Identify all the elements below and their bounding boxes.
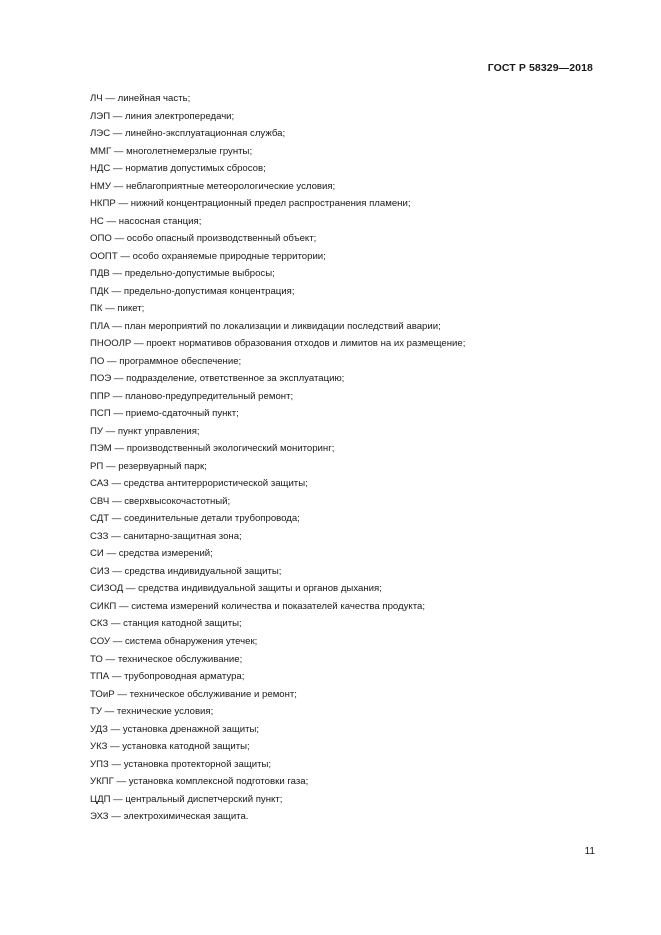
abbreviation-item: НМУ — неблагоприятные метеорологические условия; (90, 180, 336, 192)
document-header: ГОСТ Р 58329—2018 (487, 62, 593, 74)
abbreviation-item: ТОиР — техническое обслуживание и ремонт; (90, 688, 297, 700)
abbreviation-item: ППР — планово-предупредительный ремонт; (90, 390, 294, 402)
abbreviation-item: УПЗ — установка протекторной защиты; (90, 758, 272, 770)
abbreviation-item: ЛЭП — линия электропередачи; (90, 110, 235, 122)
abbreviation-item: ПНООЛР — проект нормативов образования отходов и лимитов на их размещение; (90, 338, 466, 350)
abbreviation-list (90, 90, 465, 826)
abbreviation-item: ПЛА — план мероприятий по локализации и ликвидации последствий аварии; (90, 320, 441, 332)
abbreviation-item: УДЗ — установка дренажной защиты; (90, 723, 260, 735)
abbreviation-item: ЛЧ — линейная часть; (90, 93, 191, 104)
abbreviation-item: НКПР — нижний концентрационный предел распространения пламени; (90, 198, 411, 210)
abbreviation-item: ПДК — предельно-допустимая концентрация; (90, 285, 295, 297)
abbreviation-item: ТУ — технические условия; (90, 706, 214, 718)
abbreviation-item: НС — насосная станция; (90, 215, 202, 227)
abbreviation-item: ЭХЗ — электрохимическая защита. (90, 811, 249, 823)
abbreviation-item: СИ — средства измерений; (90, 548, 213, 560)
abbreviation-item: ПОЭ — подразделение, ответственное за эксплуатацию; (90, 373, 345, 385)
abbreviation-item: ПСП — приемо-сдаточный пункт; (90, 408, 239, 420)
abbreviation-item: СИЗ — средства индивидуальной защиты; (90, 565, 282, 577)
abbreviation-item: ОПО — особо опасный производственный объект; (90, 233, 317, 245)
abbreviation-item: УКЗ — установка катодной защиты; (90, 741, 250, 753)
abbreviation-item: ММГ — многолетнемерзлые грунты; (90, 145, 253, 157)
abbreviation-item: ПК — пикет; (90, 303, 145, 315)
page-number: 11 (584, 846, 595, 857)
abbreviation-item: ПЭМ — производственный экологический мониторинг; (90, 443, 335, 455)
abbreviation-item: УКПГ — установка комплексной подготовки газа; (90, 776, 309, 788)
abbreviation-item: ТПА — трубопроводная арматура; (90, 671, 245, 683)
abbreviation-item: ПУ — пункт управления; (90, 425, 200, 437)
abbreviation-item: СВЧ — сверхвысокочастотный; (90, 495, 231, 507)
abbreviation-item: РП — резервуарный парк; (90, 460, 207, 472)
abbreviation-item: СИЗОД — средства индивидуальной защиты и органов дыхания; (90, 583, 382, 595)
abbreviation-item: СИКП — система измерений количества и показателей качества продукта; (90, 600, 426, 612)
abbreviation-item: ЛЭС — линейно-эксплуатационная служба; (90, 128, 286, 140)
abbreviation-item: ПО — программное обеспечение; (90, 355, 242, 367)
abbreviation-item: СОУ — система обнаружения утечек; (90, 635, 258, 647)
abbreviation-item: НДС — норматив допустимых сбросов; (90, 163, 266, 175)
abbreviation-item: ТО — техническое обслуживание; (90, 653, 243, 665)
abbreviation-item: СКЗ — станция катодной защиты; (90, 618, 242, 630)
abbreviation-item: ООПТ — особо охраняемые природные территории; (90, 250, 326, 262)
abbreviation-item: САЗ — средства антитеррористической защиты; (90, 478, 308, 490)
abbreviation-item: СЗЗ — санитарно-защитная зона; (90, 530, 242, 542)
abbreviation-item: СДТ — соединительные детали трубопровода; (90, 513, 300, 525)
abbreviation-item: ЦДП — центральный диспетчерский пункт; (90, 793, 283, 805)
abbreviation-item: ПДВ — предельно-допустимые выбросы; (90, 268, 275, 280)
